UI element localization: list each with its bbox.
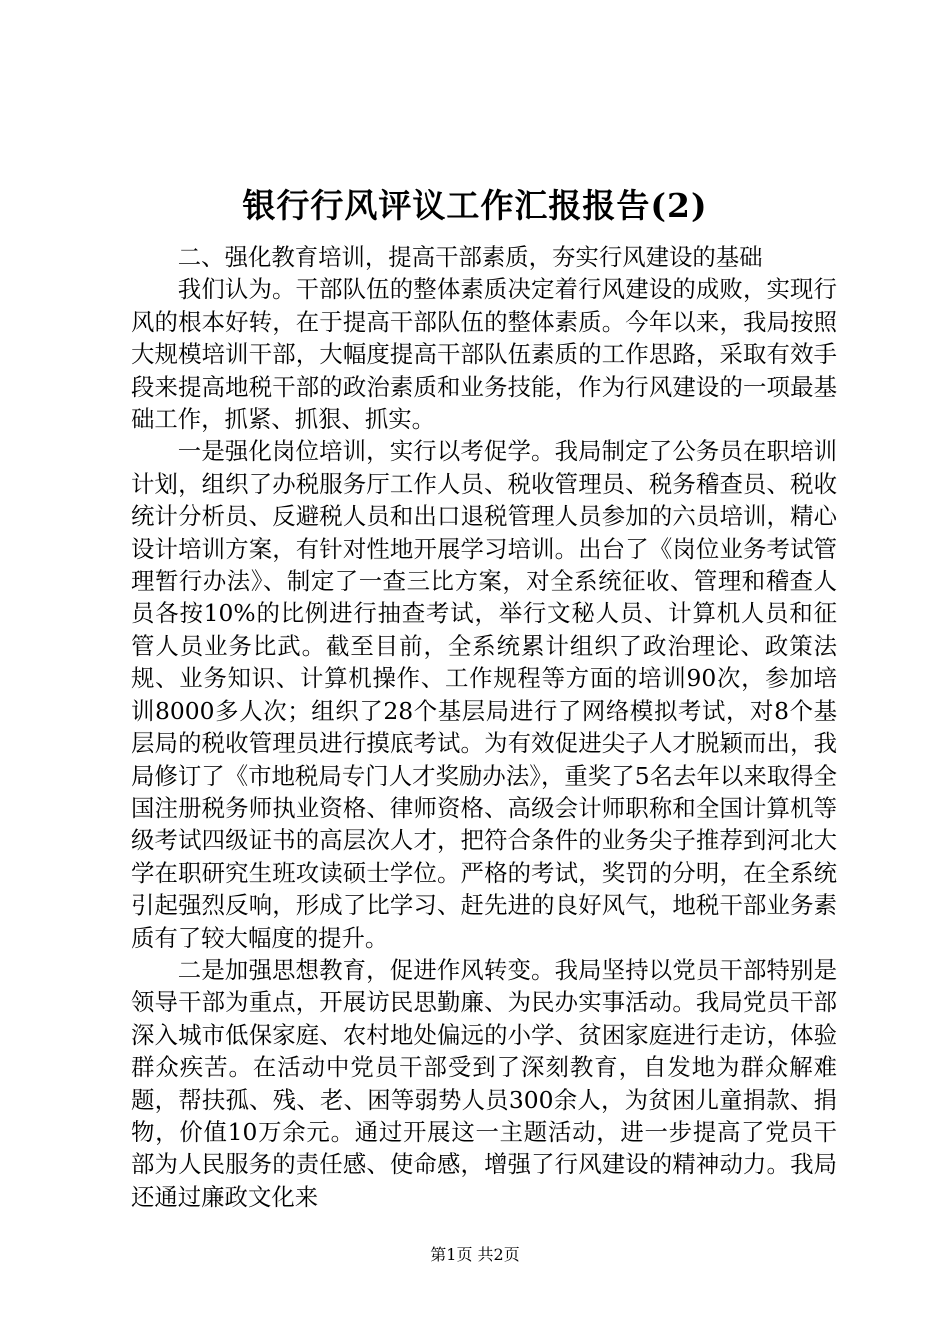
body-paragraph: 二是加强思想教育，促进作风转变。我局坚持以党员干部特别是领导干部为重点，开展访民思勤廉、为民办实事活动。我局党员干部深入城市低保家庭、农村地处偏远的小学、贫困家庭进行走访，体验群众疾苦。在活动中党员干部受到了深刻教育，自发地为群众解难题，帮扶孤、残、老、困等弱势人员300余人，为贫困儿童捐款、捐物，价值10万余元。通过开展这一主题活动，进一步提高了党员干部为人民服务的责任感、使命感，增强了行风建设的精神动力。我局还通过廉政文化来	[131, 955, 837, 1211]
body-paragraph: 一是强化岗位培训，实行以考促学。我局制定了公务员在职培训计划，组织了办税服务厅工作人员、税收管理员、税务稽查员、税收统计分析员、反避税人员和出口退税管理人员参加的六员培训，精心设计培训方案，有针对性地开展学习培训。出台了《岗位业务考试管理暂行办法》、制定了一查三比方案，对全系统征收、管理和稽查人员各按10%的比例进行抽查考试，举行文秘人员、计算机人员和征管人员业务比武。截至目前，全系统累计组织了政治理论、政策法规、业务知识、计算机操作、工作规程等方面的培训90次，参加培训8000多人次；组织了28个基层局进行了网络模拟考试，对8个基层局的税收管理员进行摸底考试。为有效促进尖子人才脱颖而出，我局修订了《市地税局专门人才奖励办法》，重奖了5名去年以来取得全国注册税务师执业资格、律师资格、高级会计师职称和全国计算机等级考试四级证书的高层次人才，把符合条件的业务尖子推荐到河北大学在职研究生班攻读硕士学位。严格的考试，奖罚的分明，在全系统引起强烈反响，形成了比学习、赶先进的良好风气，地税干部业务素质有了较大幅度的提升。	[131, 437, 837, 952]
body-paragraph: 我们认为。干部队伍的整体素质决定着行风建设的成败，实现行风的根本好转，在于提高干部队伍的整体素质。今年以来，我局按照大规模培训干部，大幅度提高干部队伍素质的工作思路，采取有效手段来提高地税干部的政治素质和业务技能，作为行风建设的一项最基础工作，抓紧、抓狠、抓实。	[131, 275, 837, 434]
document-title: 银行行风评议工作汇报报告(2)	[242, 186, 708, 225]
page-number-footer: 第1页 共2页	[430, 1245, 520, 1264]
document-body	[131, 241, 837, 1213]
section-heading: 二、强化教育培训，提高干部素质，夯实行风建设的基础	[177, 243, 763, 271]
